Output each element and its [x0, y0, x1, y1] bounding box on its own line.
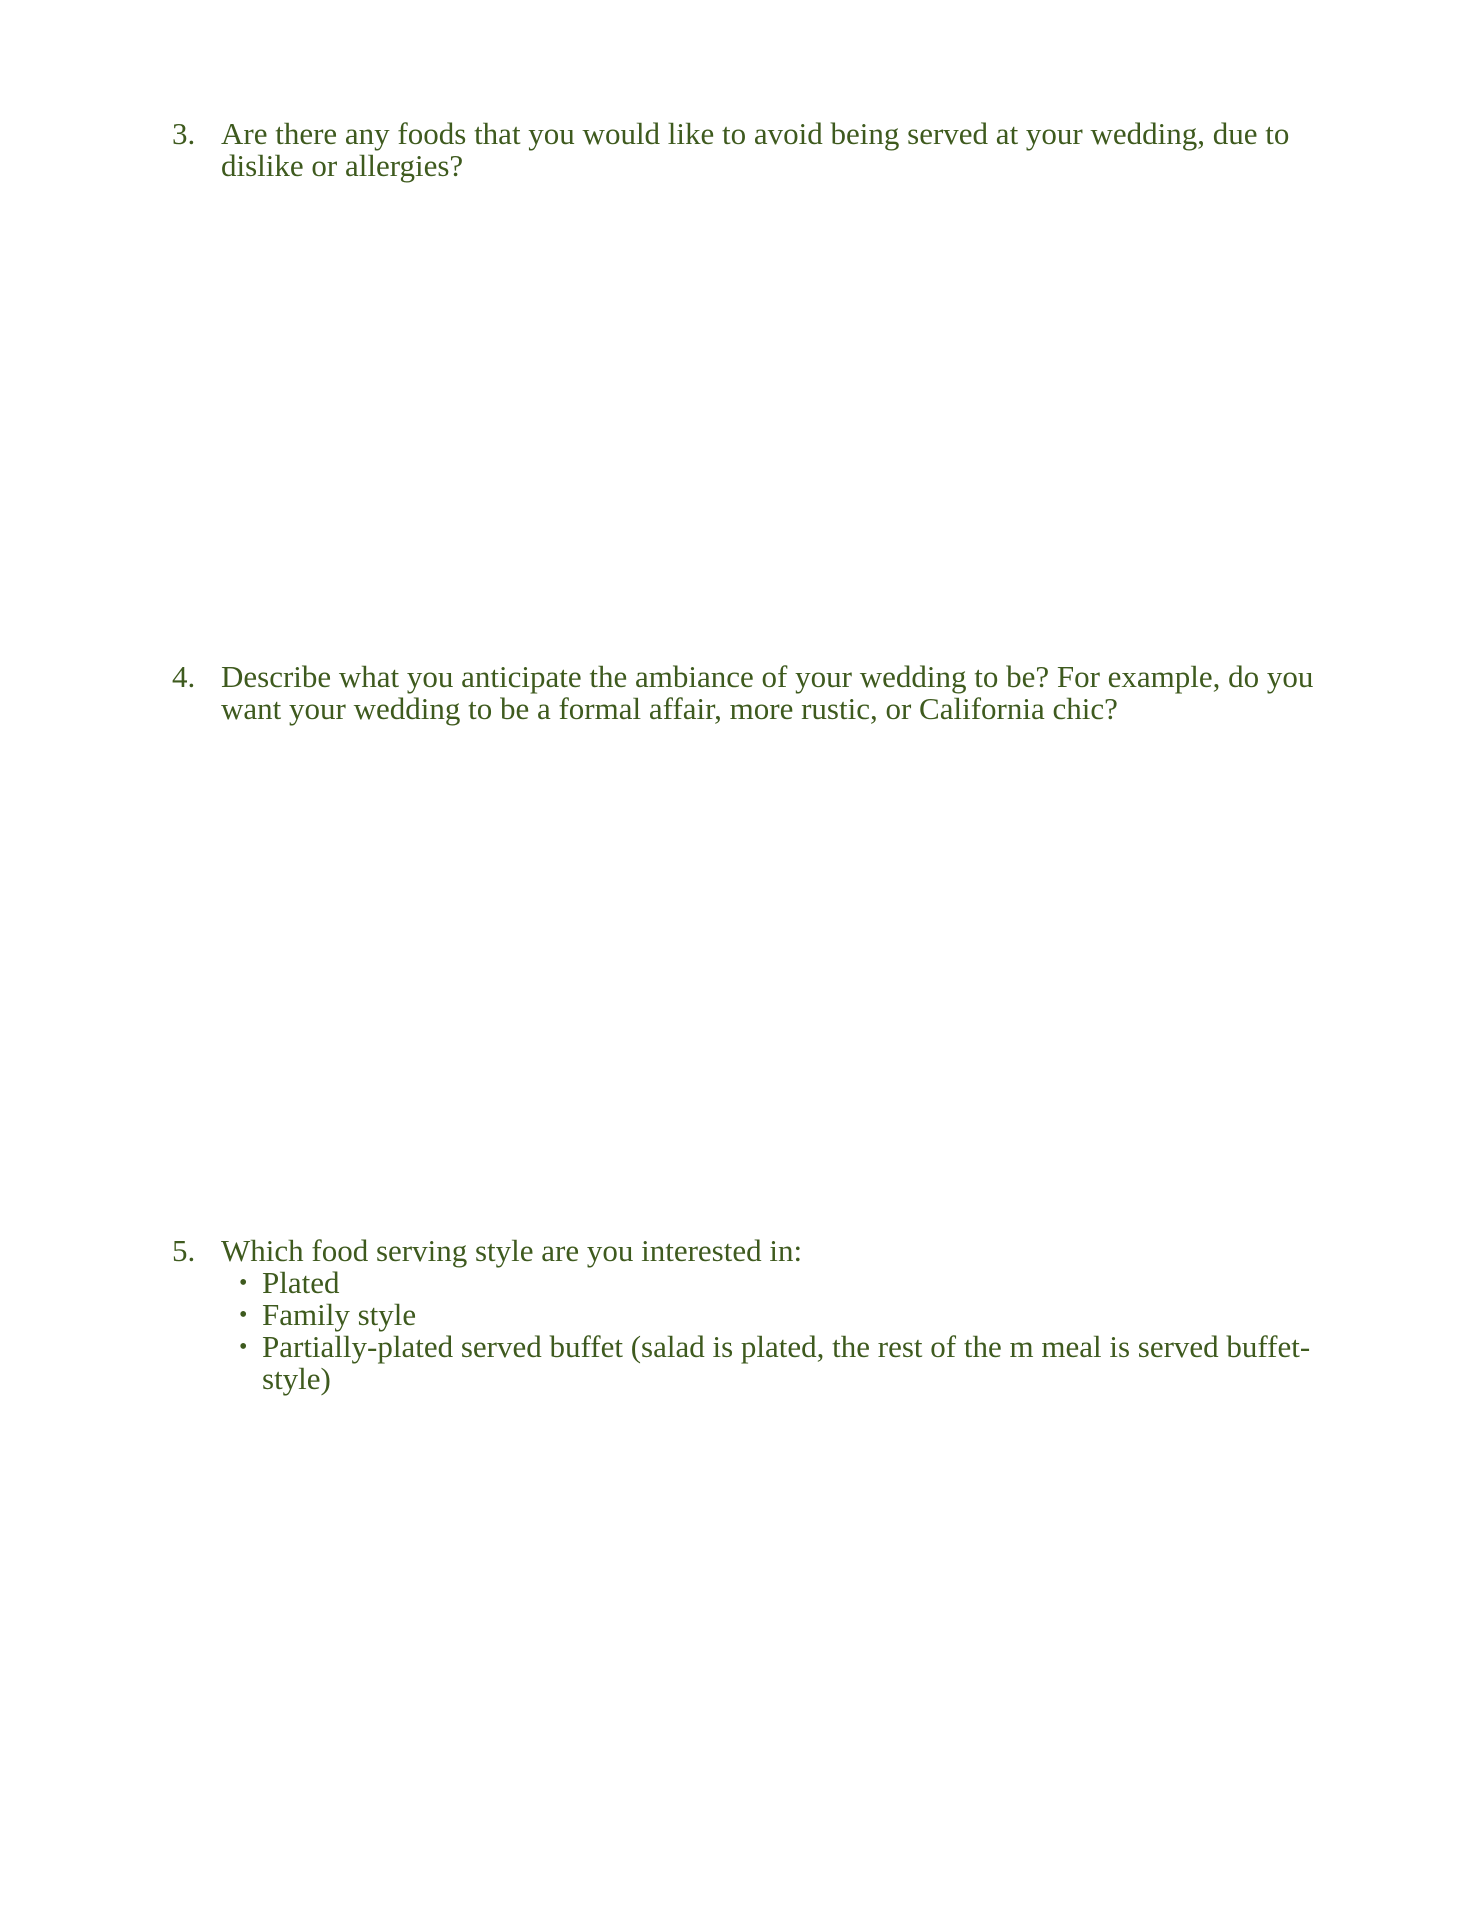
question-number: 3.: [172, 116, 196, 151]
bullet-icon: •: [239, 1334, 248, 1360]
question-5: [172, 1235, 1322, 1395]
option-label: Plated: [262, 1265, 340, 1300]
bullet-icon: •: [239, 1270, 248, 1296]
question-text: Are there any foods that you would like to avoid being served at your wedding, due to dislike or allergies?: [221, 116, 1290, 183]
question-number: 5.: [172, 1233, 196, 1268]
option-label: Family style: [262, 1297, 417, 1332]
option-plated: [239, 1267, 1322, 1299]
option-partially-plated-buffet: [239, 1331, 1322, 1395]
question-number: 4.: [172, 659, 196, 694]
option-label: Partially-plated served buffet (salad is plated, the rest of the m meal is served buffet-style): [262, 1329, 1311, 1396]
serving-style-options: [239, 1267, 1322, 1395]
question-4: [172, 661, 1322, 725]
option-family-style: [239, 1299, 1322, 1331]
question-text: Which food serving style are you interested in:: [221, 1233, 803, 1268]
bullet-icon: •: [239, 1302, 248, 1328]
question-3: [172, 118, 1322, 182]
question-text: Describe what you anticipate the ambiance of your wedding to be? For example, do you want your wedding to be a formal affair, more rustic, or California chic?: [221, 659, 1314, 726]
